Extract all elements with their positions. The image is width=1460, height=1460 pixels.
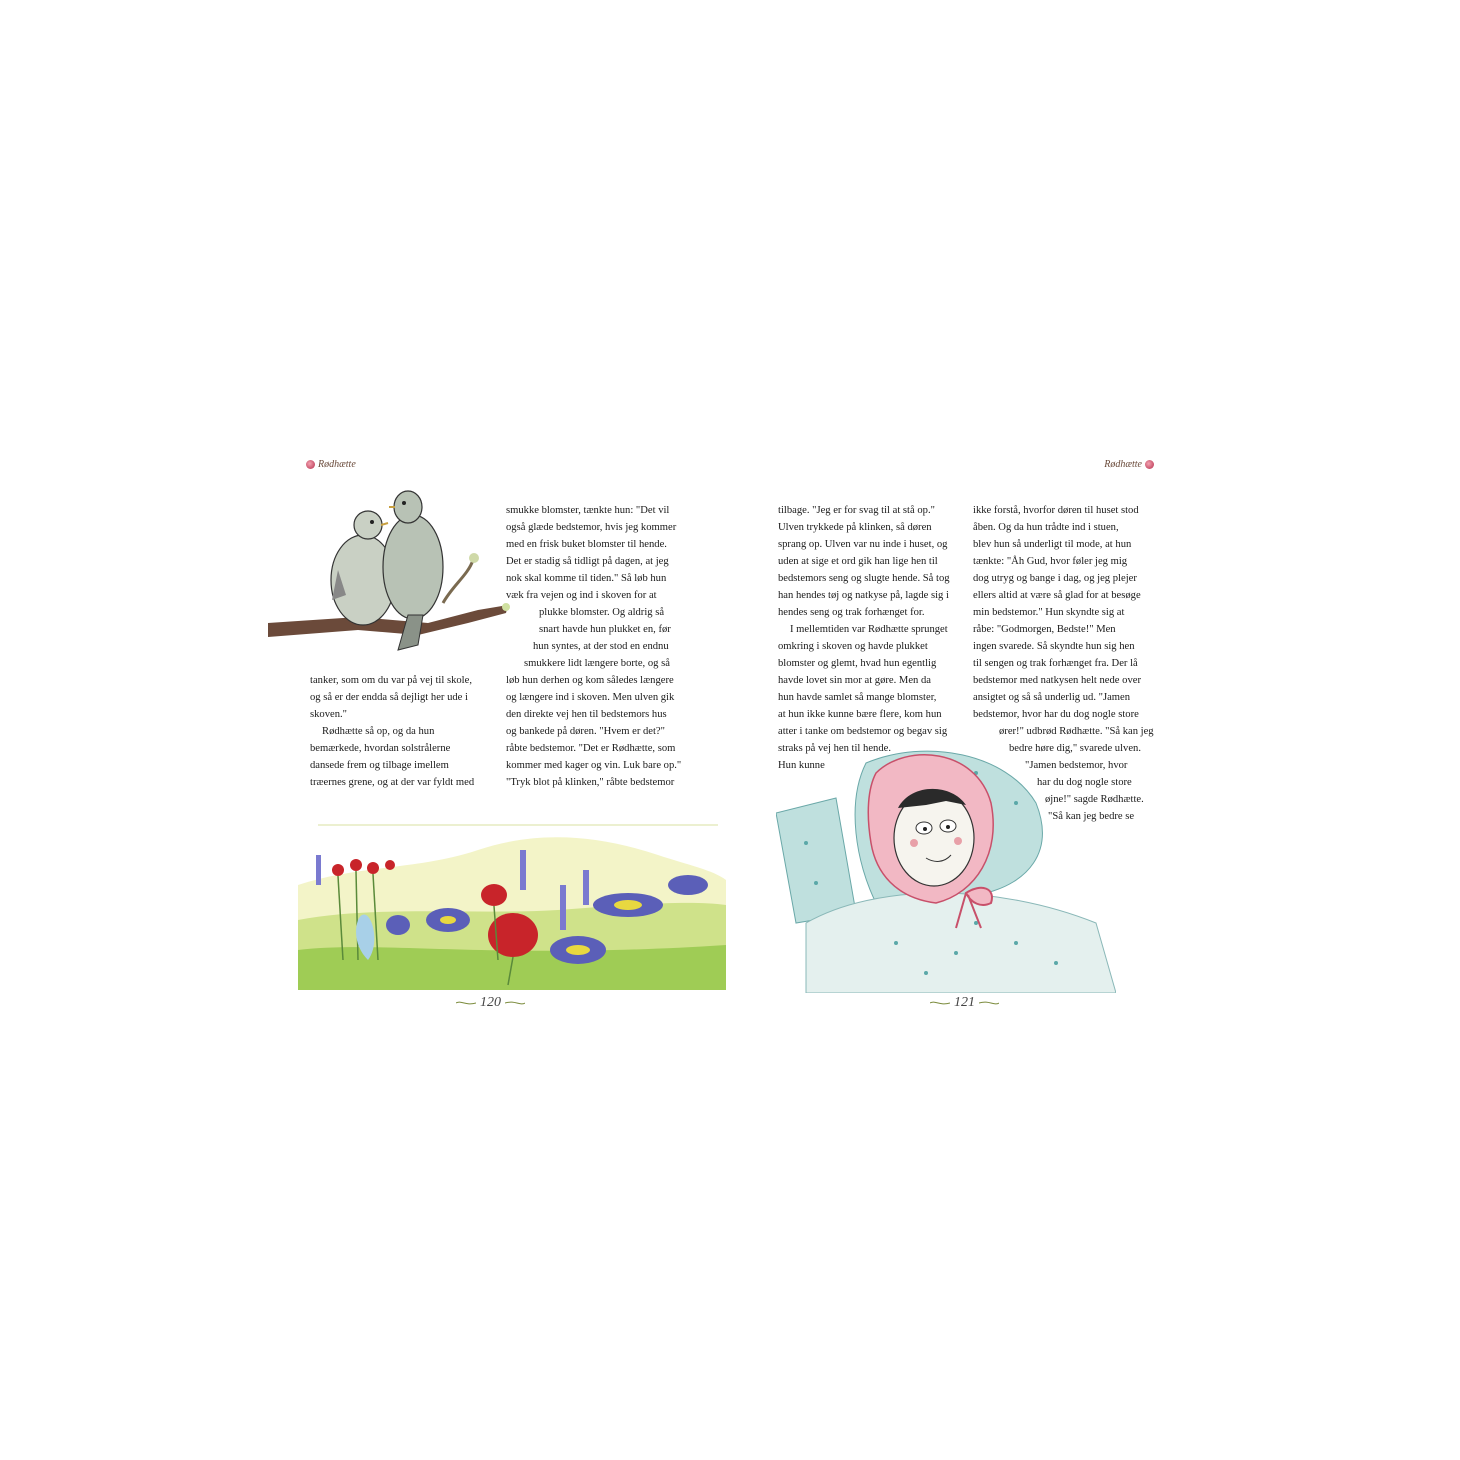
text-line: råbte bedstemor. "Det er Rødhætte, som [506,743,676,754]
text-line: blev hun så underligt til mode, at hun [973,539,1132,550]
text-line: den direkte vej hen til bedstemors hus [506,709,667,720]
text-line: straks på vej hen til hende. [778,743,891,754]
meadow-illustration [298,810,726,990]
text-line: og så er der endda så dejligt her ude i [310,692,468,703]
text-line: bedstemors seng og slugte hende. Så tog [778,573,950,584]
text-line: tilbage. "Jeg er for svag til at stå op." [778,505,935,516]
flourish-icon [930,1000,950,1006]
flourish-icon [979,1000,999,1006]
text-line: og bankede på døren. "Hvem er det?" [506,726,665,737]
text-line: sprang op. Ulven var nu inde i huset, og [778,539,948,550]
text-line: Det er stadig så tidligt på dagen, at jeg [506,556,669,567]
text-line: han hendes tøj og natkyse på, lagde sig i [778,590,949,601]
text-line: til sengen og trak forhænget fra. Der lå [973,658,1138,669]
text-line: tanker, som om du var på vej til skole, [310,675,472,686]
running-head-left [306,459,356,470]
text-line: kommer med kager og vin. Luk bare op." [506,760,682,771]
text-line: at hun ikke kunne bære flere, kom hun [778,709,942,720]
text-line: træernes grene, og at der var fyldt med [310,777,475,788]
text-line: tænkte: "Åh Gud, hvor føler jeg mig [973,556,1128,567]
text-line: ingen svarede. Så skyndte hun sig hen [973,641,1135,652]
text-line: ellers altid at være så glad for at besøge [973,590,1141,601]
left-page-left-column [310,672,474,791]
text-line: øjne!" sagde Rødhætte. [1045,794,1144,805]
page-number-left [456,995,525,1011]
text-line: smukke blomster, tænkte hun: "Det vil [506,505,670,516]
left-page [286,455,730,1020]
text-line: løb hun derhen og kom således længere [506,675,674,686]
text-line: omkring i skoven og havde plukket [778,641,928,652]
rose-icon [306,460,315,469]
text-line: også glæde bedstemor, hvis jeg kommer [506,522,677,533]
left-page-right-column [506,502,681,791]
running-head-right [1104,459,1154,470]
rose-icon [1145,460,1154,469]
text-line: bedstemor, hvor har du dog nogle store [973,709,1139,720]
text-line: bedre høre dig," svarede ulven. [1009,743,1141,754]
flourish-icon [505,1000,525,1006]
text-line: hun syntes, at der stod en endnu [533,641,669,652]
text-line: dansede frem og tilbage imellem [310,760,449,771]
text-line: "Tryk blot på klinken," råbte bedstemor [506,777,675,788]
text-line: bedstemor med natkysen helt nede over [973,675,1141,686]
folio-text: 121 [954,995,975,1010]
text-line: snart havde hun plukket en, før [539,624,671,635]
text-line: skoven." [310,709,347,720]
text-line: atter i tanke om bedstemor og begav sig [778,726,948,737]
text-line: Ulven trykkede på klinken, så døren [778,522,932,533]
text-line: ører!" udbrød Rødhætte. "Så kan jeg [999,726,1154,737]
text-line: Hun kunne [778,760,825,771]
text-line: har du dog nogle store [1037,777,1132,788]
running-head-text: Rødhætte [318,459,356,470]
text-line: væk fra vejen og ind i skoven for at [506,590,657,601]
text-line: og længere ind i skoven. Men ulven gik [506,692,675,703]
text-line: uden at sige et ord gik han lige hen til [778,556,938,567]
folio-text: 120 [480,995,501,1010]
right-page-left-column [778,502,950,774]
text-line: I mellemtiden var Rødhætte sprunget [790,624,948,635]
text-line: min bedstemor." Hun skyndte sig at [973,607,1125,618]
page-number-right [930,995,999,1011]
text-line: ansigtet og så så underlig ud. "Jamen [973,692,1131,703]
text-line: nok skal komme til tiden." Så løb hun [506,573,667,584]
text-line: smukkere lidt længere borte, og så [524,658,670,669]
text-line: åben. Og da hun trådte ind i stuen, [973,522,1119,533]
text-line: blomster og glemt, hvad hun egentlig [778,658,937,669]
text-line: med en frisk buket blomster til hende. [506,539,667,550]
right-page [760,455,1204,1020]
text-line: bemærkede, hvordan solstrålerne [310,743,451,754]
text-line: havde lovet sin mor at gøre. Men da [778,675,931,686]
text-line: ikke forstå, hvorfor døren til huset stod [973,505,1139,516]
running-head-text: Rødhætte [1104,459,1142,470]
text-line: Rødhætte så op, og da hun [322,726,435,737]
text-line: "Jamen bedstemor, hvor [1025,760,1128,771]
text-line: "Så kan jeg bedre se [1048,811,1135,822]
text-line: råbe: "Godmorgen, Bedste!" Men [973,624,1116,635]
text-line: hendes seng og trak forhænget for. [778,607,925,618]
flourish-icon [456,1000,476,1006]
pigeons-illustration [268,485,528,655]
text-line: hun havde samlet så mange blomster, [778,692,937,703]
text-line: plukke blomster. Og aldrig så [539,607,665,618]
wolf-in-bed-illustration [776,743,1116,993]
text-line: dog utryg og bange i dag, og jeg plejer [973,573,1137,584]
